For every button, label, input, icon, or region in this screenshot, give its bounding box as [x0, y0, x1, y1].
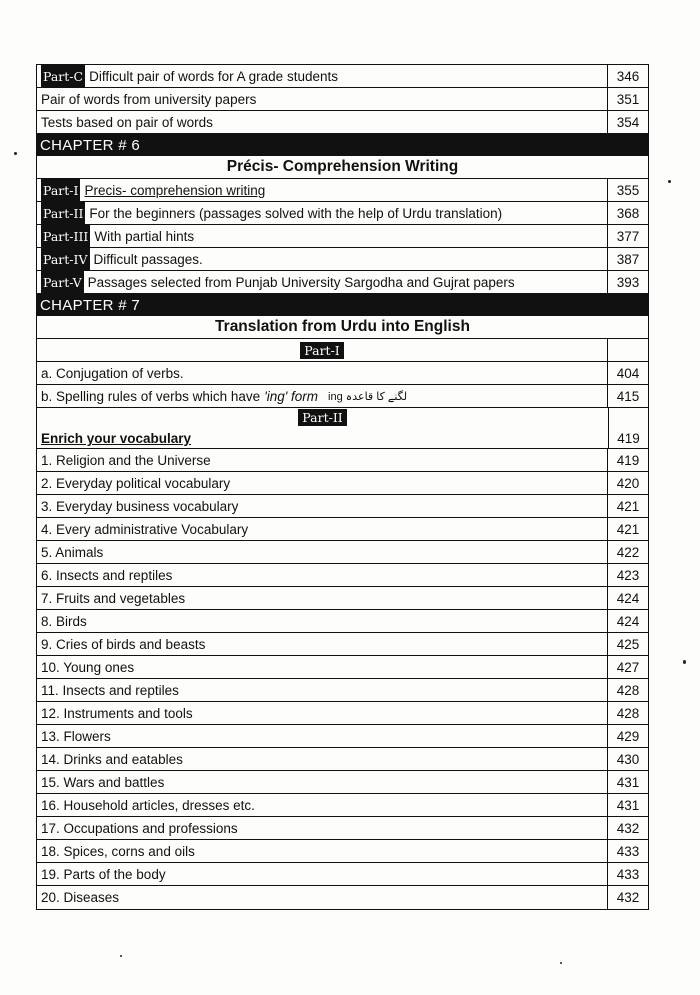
toc-row — [37, 202, 648, 225]
row-text: 17. Occupations and professions — [41, 820, 238, 836]
page-number: 423 — [607, 564, 648, 586]
page-number: 432 — [607, 886, 648, 909]
scan-speck — [560, 962, 562, 964]
row-text: For the beginners (passages solved with the help of Urdu translation) — [89, 205, 503, 221]
row-text: 3. Everyday business vocabulary — [41, 498, 239, 514]
toc-row — [37, 495, 648, 518]
row-text: Pair of words from university papers — [41, 91, 257, 107]
toc-row — [37, 362, 648, 385]
toc-row — [37, 633, 648, 656]
part-i-section — [37, 339, 648, 362]
scan-speck — [120, 955, 122, 957]
scan-speck — [14, 152, 17, 155]
page-number: 431 — [607, 794, 648, 816]
chapter-heading: CHAPTER # 6 — [37, 134, 648, 156]
page-number: 377 — [607, 225, 648, 247]
row-text: Difficult pair of words for A grade students — [89, 68, 338, 84]
toc-row — [37, 518, 648, 541]
toc-row — [37, 725, 648, 748]
chapter-title: Précis- Comprehension Writing — [37, 156, 648, 179]
row-text: 5. Animals — [41, 544, 104, 560]
row-text: 2. Everyday political vocabulary — [41, 475, 231, 491]
page-number: 368 — [607, 202, 648, 224]
toc-row — [37, 248, 648, 271]
page-number: 433 — [607, 863, 648, 885]
row-text: 20. Diseases — [41, 890, 120, 905]
row-text: 7. Fruits and vegetables — [41, 590, 186, 606]
toc-row — [37, 794, 648, 817]
toc-row — [37, 771, 648, 794]
row-text: 19. Parts of the body — [41, 866, 166, 882]
row-text: a. Conjugation of verbs. — [41, 365, 184, 381]
toc-row — [37, 65, 648, 88]
toc-row — [37, 179, 648, 202]
toc-row — [37, 225, 648, 248]
part-label: Part-II — [298, 409, 346, 426]
page-number: 346 — [607, 65, 648, 87]
row-text: 16. Household articles, dresses etc. — [41, 797, 255, 813]
toc-row — [37, 449, 648, 472]
toc-row — [37, 886, 648, 909]
page-number: 419 — [607, 449, 648, 471]
row-text: 15. Wars and battles — [41, 774, 165, 790]
toc-row — [37, 817, 648, 840]
page-number: 421 — [607, 518, 648, 540]
part-label: Part-I — [300, 342, 343, 359]
part-label: Part-III — [41, 225, 90, 247]
part-ii-section — [37, 408, 648, 449]
part-label: Part-I — [41, 179, 80, 201]
chapter-heading: CHAPTER # 7 — [37, 294, 648, 316]
row-text: 9. Cries of birds and beasts — [41, 636, 206, 652]
page-number: 351 — [607, 88, 648, 110]
toc-row — [37, 610, 648, 633]
row-italic: 'ing' form — [264, 388, 319, 404]
row-text: 18. Spices, corns and oils — [41, 843, 195, 859]
page-number: 428 — [607, 702, 648, 724]
toc-row — [37, 840, 648, 863]
page-number: 419 — [608, 408, 648, 448]
page-number: 404 — [607, 362, 648, 384]
row-text: 4. Every administrative Vocabulary — [41, 521, 249, 537]
row-text: Precis- comprehension writing — [84, 182, 266, 198]
page-number: 424 — [607, 587, 648, 609]
page-number: 428 — [607, 679, 648, 701]
row-text: 1. Religion and the Universe — [41, 452, 211, 468]
row-text: b. Spelling rules of verbs which have — [41, 388, 261, 404]
page-number: 421 — [607, 495, 648, 517]
part-label: Part-II — [41, 202, 85, 224]
toc-row — [37, 863, 648, 886]
toc-row — [37, 111, 648, 134]
page-number: 429 — [607, 725, 648, 747]
row-text: 8. Birds — [41, 613, 87, 629]
toc-row — [37, 564, 648, 587]
page-number: 354 — [607, 111, 648, 133]
page-number: 415 — [607, 385, 648, 407]
toc-row — [37, 271, 648, 294]
row-text: 14. Drinks and eatables — [41, 751, 183, 767]
toc-row — [37, 385, 648, 408]
part-label: Part-IV — [41, 248, 90, 270]
row-text: 10. Young ones — [41, 659, 135, 675]
page-number: 433 — [607, 840, 648, 862]
page-number: 432 — [607, 817, 648, 839]
row-text: With partial hints — [94, 228, 195, 244]
scan-speck — [683, 660, 686, 664]
chapter-title: Translation from Urdu into English — [37, 316, 648, 339]
row-text: Tests based on pair of words — [41, 114, 213, 130]
toc-row — [37, 656, 648, 679]
part-label: Part-V — [41, 271, 84, 293]
urdu-text: ing لگنے کا قاعدہ — [328, 390, 408, 403]
page-number: 393 — [607, 271, 648, 293]
toc-row — [37, 472, 648, 495]
page-number: 420 — [607, 472, 648, 494]
toc-row — [37, 587, 648, 610]
page-number: 355 — [607, 179, 648, 201]
page-number: 431 — [607, 771, 648, 793]
row-text: 6. Insects and reptiles — [41, 567, 173, 583]
scan-speck — [668, 180, 671, 183]
row-text: 11. Insects and reptiles — [41, 682, 179, 698]
table-of-contents — [36, 64, 649, 910]
page-number: 425 — [607, 633, 648, 655]
page-number: 427 — [607, 656, 648, 678]
row-text: Difficult passages. — [93, 251, 203, 267]
toc-row — [37, 748, 648, 771]
page-number: 422 — [607, 541, 648, 563]
toc-row — [37, 88, 648, 111]
vocab-list — [37, 449, 648, 909]
page-number: 387 — [607, 248, 648, 270]
section-heading: Enrich your vocabulary — [41, 431, 192, 446]
part-label: Part-C — [41, 65, 85, 87]
toc-row — [37, 679, 648, 702]
toc-row — [37, 702, 648, 725]
page-number: 430 — [607, 748, 648, 770]
row-text: 13. Flowers — [41, 728, 111, 744]
row-text: 12. Instruments and tools — [41, 705, 193, 721]
toc-row — [37, 541, 648, 564]
page-number: 424 — [607, 610, 648, 632]
row-text: Passages selected from Punjab University Sargodha and Gujrat papers — [87, 274, 515, 290]
